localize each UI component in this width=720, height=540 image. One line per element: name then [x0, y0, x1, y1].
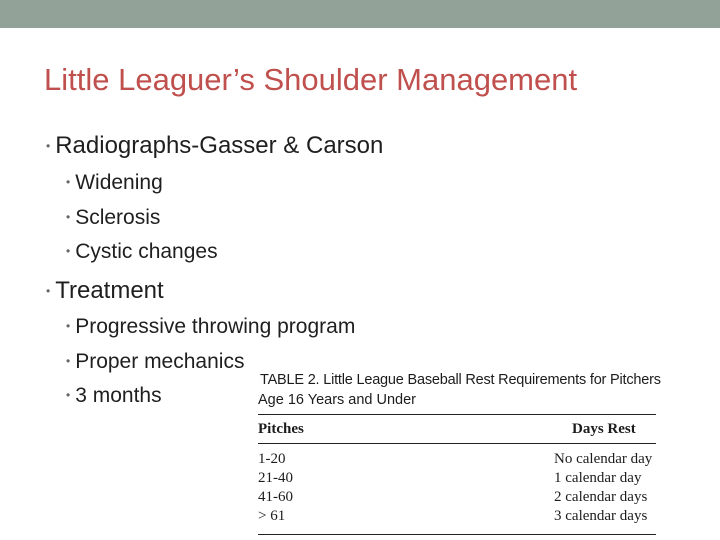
bullet-item — [46, 277, 164, 305]
top-band — [0, 0, 720, 28]
slide-title: Little Leaguer’s Shoulder Management — [44, 62, 578, 97]
bullet-dot-icon: • — [66, 175, 71, 189]
table-top-rule — [258, 414, 656, 415]
sub-bullet-item — [66, 384, 162, 408]
sub-bullet-item — [66, 171, 163, 195]
sub-bullet-text: Progressive throwing program — [75, 315, 356, 338]
bullet-text: Treatment — [55, 277, 164, 304]
table-caption-subtitle: Age 16 Years and Under — [258, 392, 417, 408]
table-caption: TABLE 2. Little League Baseball Rest Requirements for Pitchers — [260, 372, 661, 388]
table-cell-days-rest: 2 calendar days — [554, 489, 648, 505]
bullet-dot-icon: • — [46, 284, 51, 298]
table-header-pitches: Pitches — [258, 421, 304, 437]
bullet-dot-icon: • — [66, 354, 71, 368]
table-header-days-rest: Days Rest — [572, 421, 636, 437]
table-header-rule — [258, 443, 656, 444]
bullet-item — [46, 132, 383, 160]
table-cell-pitches: 41-60 — [258, 489, 293, 505]
table-cell-days-rest: No calendar day — [554, 451, 653, 467]
table-cell-days-rest: 3 calendar days — [554, 508, 648, 524]
bullet-dot-icon: • — [66, 319, 71, 333]
bullet-dot-icon: • — [66, 244, 71, 258]
bullet-dot-icon: • — [46, 139, 51, 153]
sub-bullet-text: 3 months — [75, 384, 162, 407]
table-cell-pitches: 1-20 — [258, 451, 286, 467]
sub-bullet-text: Proper mechanics — [75, 350, 245, 373]
table-cell-pitches: > 61 — [258, 508, 286, 524]
table-cell-pitches: 21-40 — [258, 470, 293, 486]
table-bottom-rule — [258, 534, 656, 535]
bullet-text: Radiographs-Gasser & Carson — [55, 132, 384, 159]
bullet-dot-icon: • — [66, 210, 71, 224]
sub-bullet-item — [66, 206, 160, 230]
bullet-dot-icon: • — [66, 388, 71, 402]
sub-bullet-item — [66, 240, 218, 264]
table-cell-days-rest: 1 calendar day — [554, 470, 642, 486]
sub-bullet-text: Sclerosis — [75, 206, 161, 229]
sub-bullet-item — [66, 315, 355, 339]
sub-bullet-item — [66, 350, 244, 374]
sub-bullet-text: Widening — [75, 171, 163, 194]
sub-bullet-text: Cystic changes — [75, 240, 218, 263]
